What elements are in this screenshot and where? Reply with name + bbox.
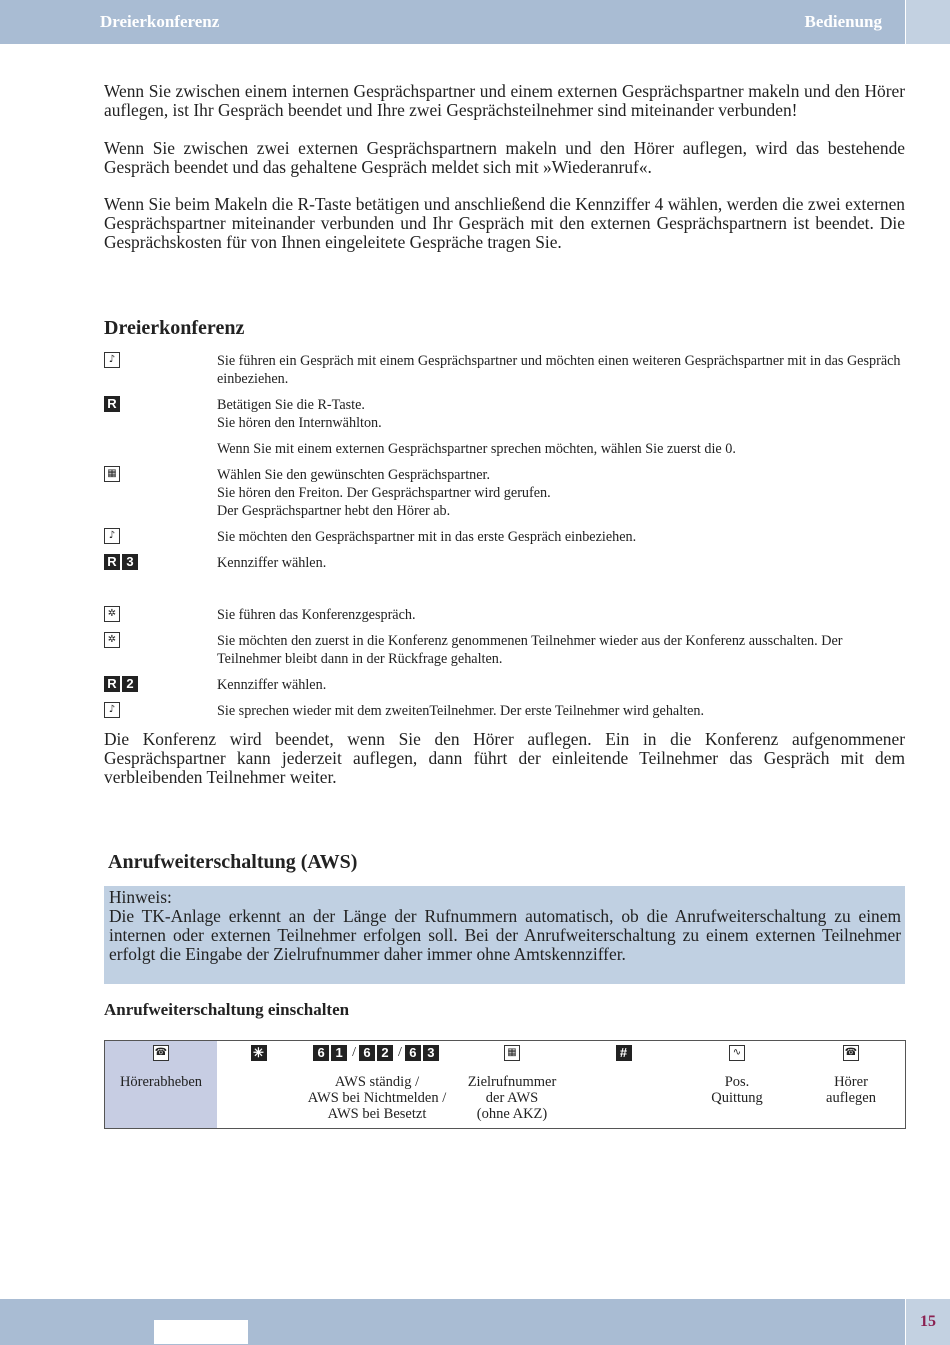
icon-glyph: ∿ — [729, 1045, 745, 1061]
key-icon: 6 — [313, 1045, 329, 1061]
handset-hangup-icon — [797, 1045, 905, 1061]
step-text: Kennziffer wählen. — [217, 555, 327, 571]
confirm-tone-icon — [677, 1045, 797, 1061]
icon-glyph: ✲ — [104, 606, 120, 622]
handset-lift-icon — [105, 1045, 217, 1061]
key-icon: 6 — [359, 1045, 375, 1061]
step-text: Sie führen ein Gespräch mit einem Gesprächspartner und möchten einen weiteren Gesprächspartner mit in das Gespräch einbeziehen. — [217, 353, 901, 387]
page-header — [0, 0, 905, 44]
table-cell-label: Hörer auflegen — [826, 1074, 876, 1106]
icon-glyph: ✲ — [104, 632, 120, 648]
key-icon: 3 — [423, 1045, 439, 1061]
key-icon: 2 — [122, 676, 138, 692]
icon-glyph: ▦ — [104, 466, 120, 482]
r2-keys-icon — [104, 676, 140, 694]
icon-glyph: ♪ — [104, 702, 120, 718]
section-title-aws: Anrufweiterschaltung (AWS) — [108, 851, 358, 873]
page-number: 15 — [920, 1313, 936, 1330]
r3-keys-icon — [104, 554, 140, 572]
note-label: Hinweis: — [109, 887, 172, 907]
table-cell-label: AWS ständig / AWS bei Nichtmelden / AWS bei Besetzt — [307, 1074, 447, 1122]
header-section: Bedienung — [804, 12, 882, 31]
key-icon: R — [104, 396, 120, 412]
table-cell — [452, 1041, 572, 1128]
subsection-title: Anrufweiterschaltung einschalten — [104, 1000, 350, 1019]
table-cell — [105, 1041, 217, 1128]
keypad-icon — [104, 466, 120, 484]
key-icon: 2 — [377, 1045, 393, 1061]
icon-glyph: ♪ — [104, 528, 120, 544]
step-text: Betätigen Sie die R-Taste. Sie hören den Internwählton. — [217, 397, 382, 431]
handset-icon — [104, 702, 120, 720]
step-text: Kennziffer wählen. — [217, 677, 327, 693]
table-cell-label: Zielrufnummer der AWS (ohne AKZ) — [467, 1074, 557, 1122]
key-icon: 6 — [405, 1045, 421, 1061]
icon-glyph: ☎ — [843, 1045, 859, 1061]
table-cell — [302, 1041, 452, 1128]
table-cell — [677, 1041, 797, 1128]
intro-paragraph-3: Wenn Sie beim Makeln die R-Taste betätigen und anschließend die Kennziffer 4 wählen, werden die zwei externen Gesprächspartner miteinander verbunden und Ihr Gespräch mit den externen Gesprächspartnern ist beendet. Die Gesprächskosten für von Ihnen eingeleitete Gespräche tragen Sie. — [104, 194, 905, 252]
handset-icon — [104, 528, 120, 546]
table-cell-label: Hörerabheben — [119, 1074, 203, 1090]
code-keys-icon — [302, 1045, 452, 1061]
key-icon: R — [104, 554, 120, 570]
header-chapter: Dreierkonferenz — [100, 12, 220, 31]
step-text: Sie sprechen wieder mit dem zweitenTeilnehmer. Der erste Teilnehmer wird gehalten. — [217, 703, 705, 719]
r-key-icon — [104, 396, 122, 414]
key-icon: 3 — [122, 554, 138, 570]
intro-paragraph-2: Wenn Sie zwischen zwei externen Gesprächspartnern makeln und den Hörer auflegen, wird das bestehende Gespräch beendet und das gehaltene Gespräch meldet sich mit »Wiederanruf«. — [104, 138, 905, 177]
step-text: Sie möchten den Gesprächspartner mit in das erste Gespräch einbeziehen. — [217, 529, 637, 545]
key-icon: # — [616, 1045, 632, 1061]
page-footer — [0, 1299, 905, 1345]
handset-icon — [104, 352, 120, 370]
key-icon: 1 — [331, 1045, 347, 1061]
note-box — [104, 886, 905, 984]
step-text: Wenn Sie mit einem externen Gesprächspartner sprechen möchten, wählen Sie zuerst die 0. — [217, 441, 736, 457]
header-corner — [906, 0, 950, 44]
icon-glyph: ♪ — [104, 352, 120, 368]
note-text: Die TK-Anlage erkennt an der Länge der Rufnummern automatisch, ob die Anrufweiterschaltung zu einem internen oder externen Teilnehmer erfolgen soll. Bei der Anrufweiterschaltung zu einem externen Teilnehmer erfolgt die Eingabe der Zielrufnummer daher immer ohne Amtskennziffer. — [109, 906, 901, 964]
step-text: Wählen Sie den gewünschten Gesprächspartner. Sie hören den Freiton. Der Gesprächspartner wird gerufen. Der Gesprächspartner hebt den Hörer ab. — [217, 467, 551, 519]
footer-box — [154, 1320, 248, 1344]
step-text: Sie führen das Konferenzgespräch. — [217, 607, 416, 623]
step-text: Sie möchten den zuerst in die Konferenz genommenen Teilnehmer wieder aus der Konferenz ausschalten. Der Teilnehmer bleibt dann in der Rückfrage gehalten. — [217, 633, 843, 667]
table-cell — [217, 1041, 302, 1128]
hash-key-icon — [572, 1045, 677, 1061]
star-key-icon — [217, 1045, 302, 1061]
conference-icon — [104, 632, 120, 650]
key-icon: R — [104, 676, 120, 692]
icon-glyph: ☎ — [153, 1045, 169, 1061]
conference-icon — [104, 606, 120, 624]
keypad-icon — [452, 1045, 572, 1061]
section-title-dreierkonferenz: Dreierkonferenz — [104, 317, 245, 339]
icon-glyph: ▦ — [504, 1045, 520, 1061]
key-icon: ✳ — [251, 1045, 267, 1061]
intro-paragraph-1: Wenn Sie zwischen einem internen Gesprächspartner und einem externen Gesprächspartner makeln und den Hörer auflegen, ist Ihr Gespräch beendet und Ihre zwei Gesprächsteilnehmer sind miteinander verbunden! — [104, 81, 905, 120]
closing-paragraph: Die Konferenz wird beendet, wenn Sie den Hörer auflegen. Ein in die Konferenz aufgenommener Gesprächspartner kann jederzeit auflegen, dann führt der einleitende Teilnehmer das Gespräch mit dem verbleibenden Teilnehmer weiter. — [104, 729, 905, 787]
table-cell-label: Pos. Quittung — [711, 1074, 763, 1106]
procedure-table — [104, 1040, 906, 1129]
code-separator: / — [398, 1045, 402, 1060]
code-separator: / — [352, 1045, 356, 1060]
table-cell — [572, 1041, 677, 1128]
table-cell — [797, 1041, 905, 1128]
